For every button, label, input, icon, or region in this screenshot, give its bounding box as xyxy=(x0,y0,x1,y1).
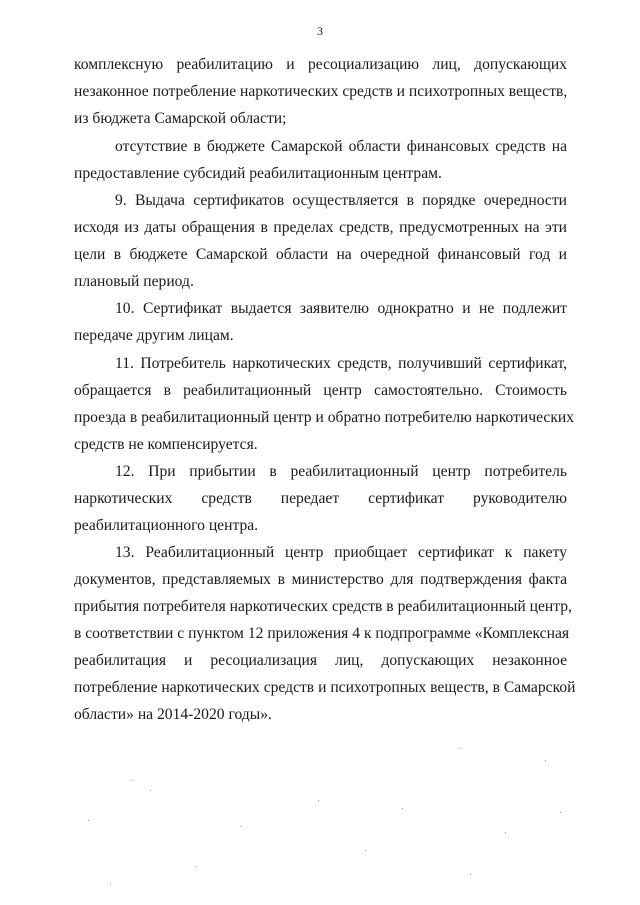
text-line: проезда в реабилитационный центр и обратно потребителю наркотических xyxy=(74,409,575,426)
paragraph-12-line: 12. При прибытии в реабилитационный центр потребитель xyxy=(115,463,567,480)
paragraph-13-line: 13. Реабилитационный центр приобщает сертификат к пакету xyxy=(115,544,567,561)
text-line: области» на 2014-2020 годы». xyxy=(74,706,272,723)
text-line: из бюджета Самарской области; xyxy=(74,110,287,127)
paragraph-10-line: 10. Сертификат выдается заявителю однократно и не подлежит xyxy=(115,300,567,317)
text-line: потребление наркотических средств и психотропных веществ, в Самарской xyxy=(74,679,576,696)
paragraph-11-line: 11. Потребитель наркотических средств, получивший сертификат, xyxy=(115,355,567,372)
text-line: реабилитация и ресоциализация лиц, допускающих незаконное xyxy=(74,652,567,669)
text-line: передаче другим лицам. xyxy=(74,327,234,344)
text-line: отсутствие в бюджете Самарской области финансовых средств на xyxy=(115,138,567,155)
text-line: плановый период. xyxy=(74,273,194,290)
paragraph-9-line: 9. Выдача сертификатов осуществляется в порядке очередности xyxy=(115,192,567,209)
text-line: исходя из даты обращения в пределах средств, предусмотренных на эти xyxy=(74,219,567,236)
text-line: цели в бюджете Самарской области на очередной финансовый год и xyxy=(74,246,567,263)
text-line: наркотических средств передает сертификат руководителю xyxy=(74,490,567,507)
text-line: прибытия потребителя наркотических средств в реабилитационный центр, xyxy=(74,598,572,615)
text-line: обращается в реабилитационный центр самостоятельно. Стоимость xyxy=(74,382,567,399)
page-number: 3 xyxy=(317,24,323,38)
text-line: предоставление субсидий реабилитационным центрам. xyxy=(74,165,442,182)
text-line: средств не компенсируется. xyxy=(74,436,258,453)
text-line: реабилитационного центра. xyxy=(74,517,259,534)
text-line: документов, представляемых в министерство для подтверждения факта xyxy=(74,571,567,588)
text-line: незаконное потребление наркотических средств и психотропных веществ, xyxy=(74,83,568,100)
text-line: в соответствии с пунктом 12 приложения 4 к подпрограмме «Комплексная xyxy=(74,625,570,642)
text-line: комплексную реабилитацию и ресоциализацию лиц, допускающих xyxy=(74,56,567,73)
